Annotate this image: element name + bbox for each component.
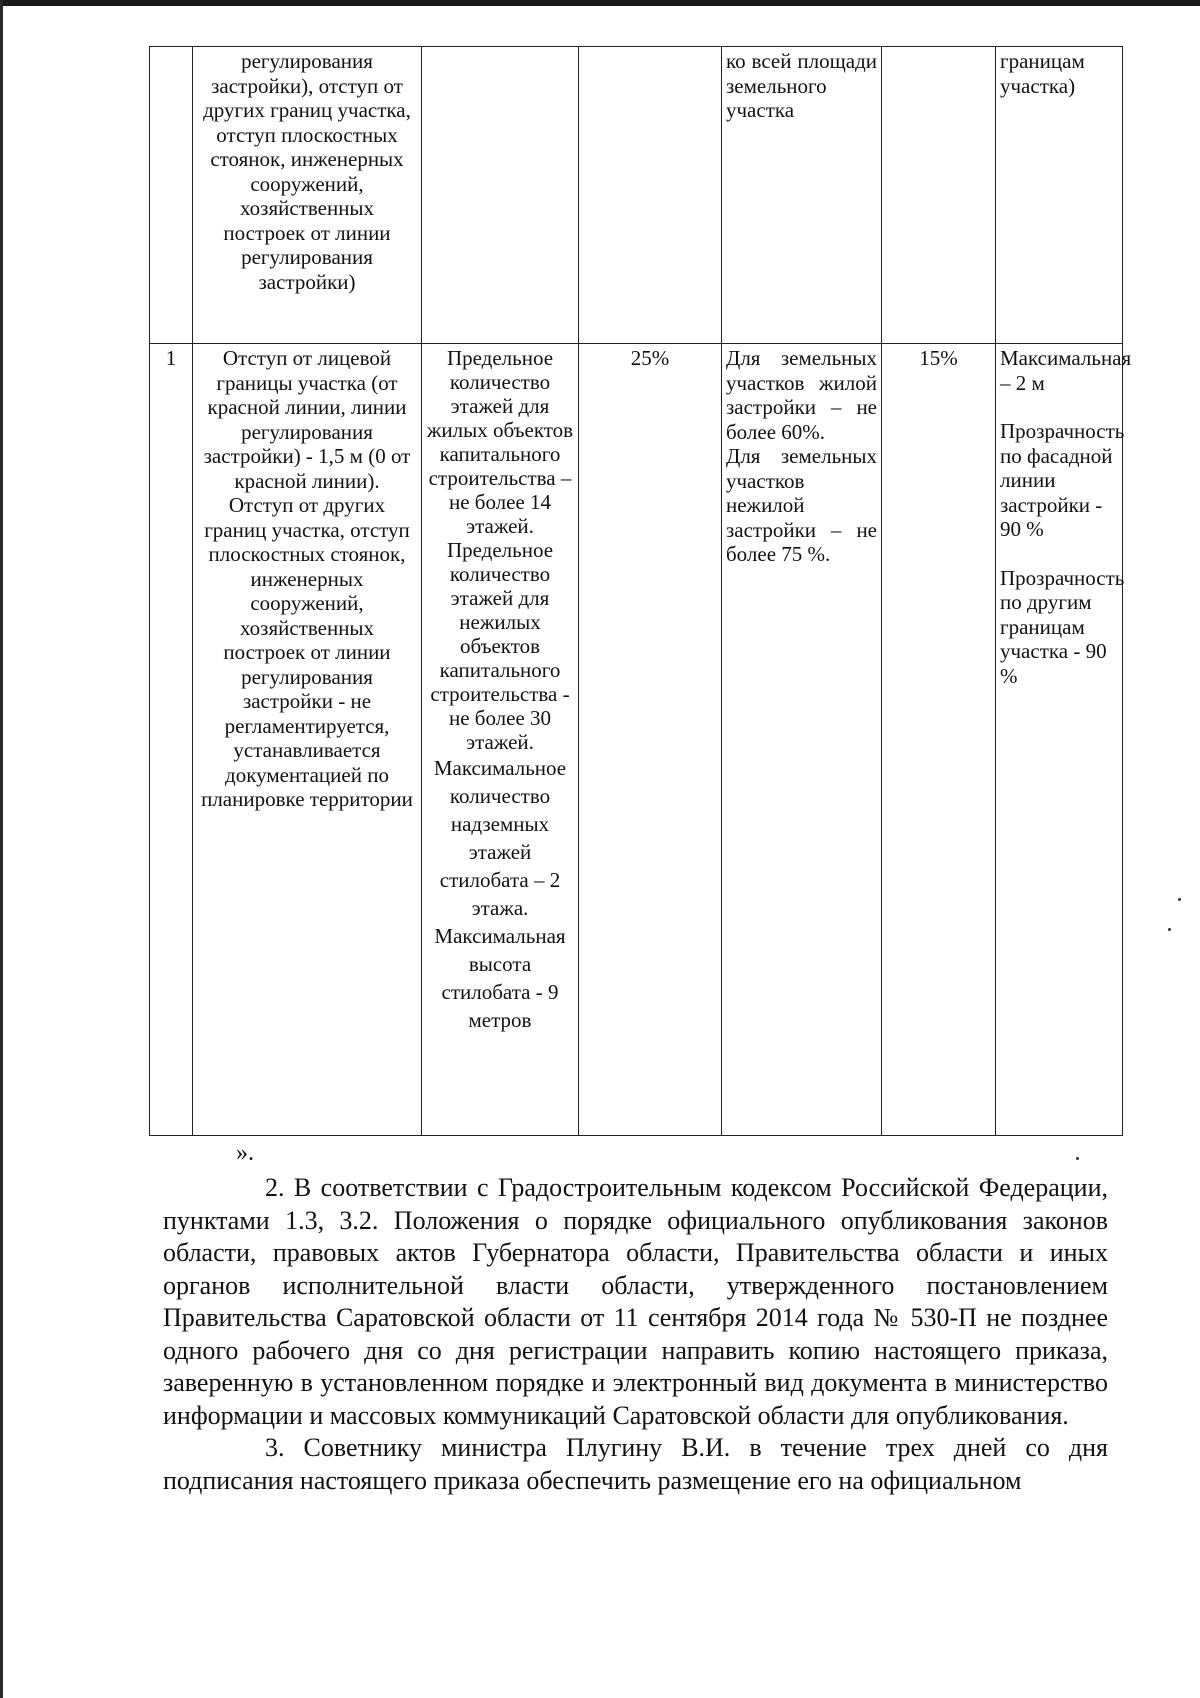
setback-other-text: Отступ от других границ участка, отступ плоскостных стоянок, инженерных сооружений, хозяйственных построек от линии регулирования застройки - не регламентируется, устанавливается документацией по планировке территории xyxy=(201,493,413,811)
cell-pct-b xyxy=(882,344,996,1136)
regulations-table xyxy=(149,46,1132,1136)
cell-floors xyxy=(422,344,579,1136)
cell-row-number xyxy=(150,344,193,1136)
stylobate-floors-text: Максимальное количество надземных этажей стилобата – 2 этажа. xyxy=(433,756,567,920)
cell-coverage-continued xyxy=(722,47,882,344)
cell-coverage xyxy=(722,344,882,1136)
fence-other-transparency-text: Прозрачность по другим границам участка - 90 % xyxy=(1000,565,1125,688)
coverage-continued-text: ко всей площади земельного участка xyxy=(726,49,877,122)
coverage-residential-text: Для земельных участков жилой застройки – не более 60%. xyxy=(726,346,877,444)
cell-pct-a xyxy=(579,344,722,1136)
cell-floors-empty xyxy=(422,47,579,344)
cell-pct-a-empty xyxy=(579,47,722,344)
scan-border-left xyxy=(0,0,3,1698)
percent-value-b: 15% xyxy=(919,346,958,370)
paragraph-2: 2. В соответствии с Градостроительным кодексом Российской Федерации, пунктами 1.3, 3.2. Положения о порядке официального опубликования законов области, правовых актов Губернатора области, Правительства области и иных органов исполнительной власти области, утвержденного постановлением Правительства Саратовской области от 11 сентября 2014 года № 530-П не позднее одного рабочего дня со дня регистрации направить копию настоящего приказа, заверенную в установленном порядке и электронный вид документа в министерство информации и массовых коммуникаций Саратовской области для опубликования. xyxy=(163,1173,1108,1430)
setback-continued-text: регулирования застройки), отступ от других границ участка, отступ плоскостных стоянок, инженерных сооружений, хозяйственных построек от линии регулирования застройки) xyxy=(203,49,411,294)
floors-residential-text: Предельное количество этажей для жилых объектов капитального строительства – не более 14 этажей. xyxy=(426,346,574,538)
table-row-continuation xyxy=(150,47,1123,344)
scan-speck xyxy=(1178,898,1181,901)
spacer xyxy=(1000,395,1118,419)
cell-pct-b-empty xyxy=(882,47,996,344)
setback-front-text: Отступ от лицевой границы участка (от красной линии, линии регулирования застройки) - 1,5 м (0 от красной линии). xyxy=(203,346,411,493)
spacer xyxy=(1000,542,1118,566)
cell-setback xyxy=(193,344,422,1136)
percent-value-a: 25% xyxy=(630,346,670,370)
stylobate-height-text: Максимальная высота стилобата - 9 метров xyxy=(434,924,566,1032)
table-row xyxy=(150,344,1123,1136)
scan-speck xyxy=(1168,928,1171,931)
cell-setback-continued xyxy=(193,47,422,344)
cell-fence xyxy=(996,344,1132,1136)
fence-continued-text: границам участка) xyxy=(1000,49,1085,98)
paragraph-3: 3. Советнику министра Плугину В.И. в течение трех дней со дня подписания настоящего приказа обеспечить размещение его на официальном xyxy=(163,1433,1108,1495)
floors-nonresidential-text: Предельное количество этажей для нежилых объектов капитального строительства - не более 30 этажей. xyxy=(430,538,570,754)
cell-fence-continued xyxy=(996,47,1123,344)
cell-num-empty xyxy=(150,47,193,344)
row-number: 1 xyxy=(165,346,177,370)
scan-speck xyxy=(1076,1157,1079,1160)
fence-front-transparency-text: Прозрачность по фасадной линии застройки - 90 % xyxy=(1000,419,1125,541)
body-text xyxy=(163,1172,1108,1497)
closing-quote: ». xyxy=(236,1140,254,1166)
fence-height-text: Максимальная – 2 м xyxy=(1000,346,1132,395)
scan-border-top xyxy=(0,0,1200,6)
coverage-nonresidential-text: Для земельных участков нежилой застройки – не более 75 %. xyxy=(726,444,877,566)
